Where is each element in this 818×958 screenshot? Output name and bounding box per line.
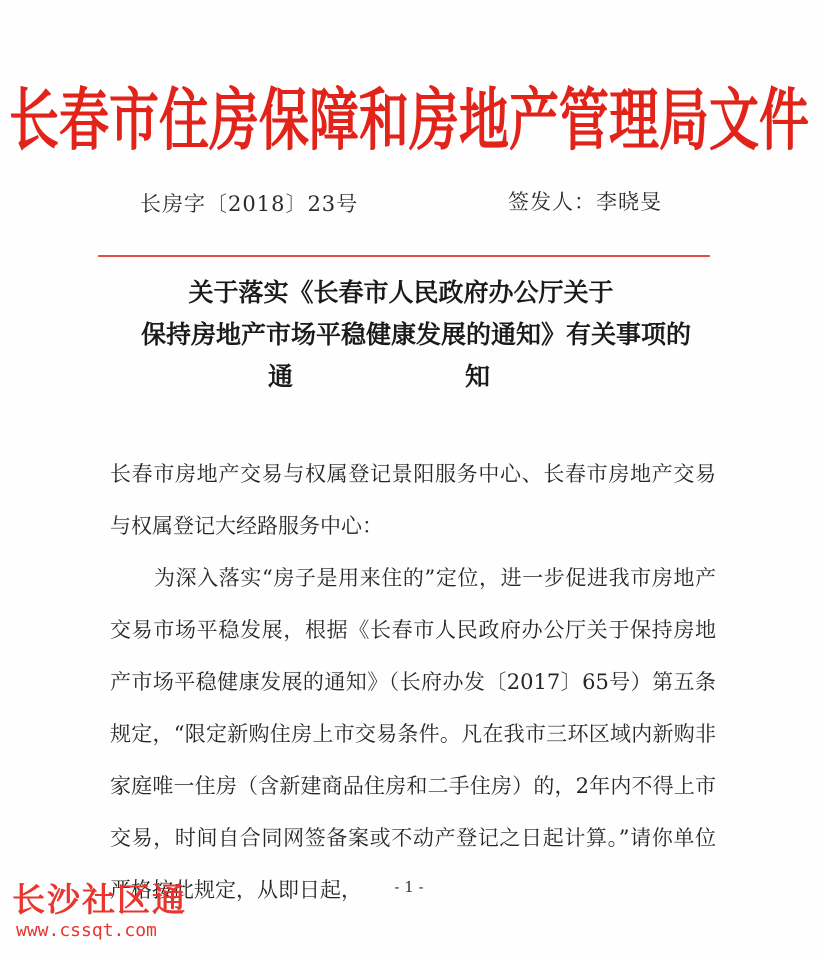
body-paragraph-1: 为深入落实“房子是用来住的”定位，进一步促进我市房地产交易市场平稳发展，根据《长春市人民政府办公厅关于保持房地产市场平稳健康发展的通知》（长府办发〔2017〕65号）第五条规定，“限定新购住房上市交易条件。凡在我市三环区域内新购非家庭唯一住房（含新建商品住房和二手住房）的，2年内不得上市交易，时间自合同网签备案或不动产登记之日起计算。”请你单位严格按此规定，从即日起， [110, 566, 716, 902]
document-title [0, 272, 818, 398]
title-line-2: 保持房地产市场平稳健康发展的通知》有关事项的 [140, 320, 691, 349]
addressee: 长春市房地产交易与权属登记景阳服务中心、长春市房地产交易与权属登记大经路服务中心： [110, 462, 716, 538]
title-line-3 [0, 356, 818, 398]
title-line-3-char-1: 通 [268, 362, 294, 391]
document-body [110, 448, 716, 916]
site-watermark [12, 880, 222, 942]
red-separator-line [98, 255, 710, 257]
page-number: - 1 - [394, 878, 424, 896]
watermark-url: www.cssqt.com [16, 920, 157, 941]
watermark-name: 长沙社区通 [12, 880, 187, 919]
document-number: 长房字〔2018〕23号 [140, 192, 359, 216]
title-line-3-char-2: 知 [465, 362, 491, 391]
agency-file-header: 长春市住房保障和房地产管理局文件 [9, 80, 809, 160]
title-line-1: 关于落实《长春市人民政府办公厅关于 [188, 278, 614, 307]
signer: 签发人：李晓旻 [508, 190, 662, 214]
